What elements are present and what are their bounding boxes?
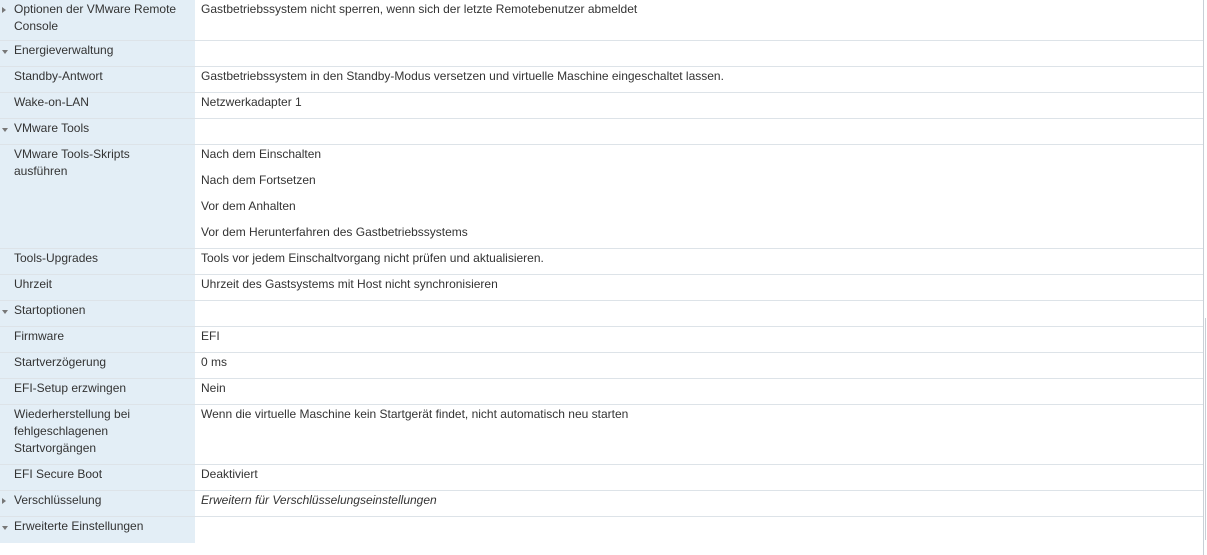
row-label: Energieverwaltung	[14, 43, 114, 57]
row-energieverwaltung[interactable]	[0, 41, 1204, 67]
row-tools-upgrades	[0, 249, 1204, 275]
value-cell	[195, 379, 1204, 404]
row-label: Tools-Upgrades	[14, 251, 99, 265]
row-label: Firmware	[14, 329, 64, 343]
row-label: Startverzögerung	[14, 355, 107, 369]
row-vmware-tools[interactable]	[0, 119, 1204, 145]
value-cell	[195, 491, 1204, 516]
row-efi-setup	[0, 379, 1204, 405]
value-cell	[195, 275, 1204, 300]
row-label: EFI-Setup erzwingen	[14, 381, 127, 395]
row-label: Wake-on-LAN	[14, 95, 89, 109]
row-value: Nach dem Fortsetzen	[201, 173, 316, 187]
label-cell	[0, 67, 195, 92]
collapse-arrow-icon[interactable]	[2, 526, 8, 530]
row-label: VMware Tools-Skripts ausführen	[14, 147, 130, 178]
value-cell	[195, 145, 1204, 248]
label-cell	[0, 93, 195, 118]
label-cell	[0, 119, 195, 144]
expand-arrow-icon[interactable]	[2, 498, 6, 504]
value-cell	[195, 353, 1204, 378]
row-value: 0 ms	[201, 355, 228, 369]
label-cell	[0, 379, 195, 404]
value-cell	[195, 93, 1204, 118]
row-value: Wenn die virtuelle Maschine kein Startgerät findet, nicht automatisch neu starten	[201, 407, 629, 421]
value-cell	[195, 119, 1204, 144]
row-label: Standby-Antwort	[14, 69, 103, 83]
row-value: Tools vor jedem Einschaltvorgang nicht prüfen und aktualisieren.	[201, 251, 544, 265]
row-value: Netzwerkadapter 1	[201, 95, 302, 109]
row-label: Wiederherstellung bei fehlgeschlagenen Startvorgängen	[14, 407, 131, 455]
label-cell	[0, 301, 195, 326]
value-cell	[195, 0, 1204, 40]
row-value: Deaktiviert	[201, 467, 258, 481]
row-value: Gastbetriebssystem nicht sperren, wenn sich der letzte Remotebenutzer abmeldet	[201, 2, 638, 16]
row-erweiterte-einstellungen[interactable]	[0, 517, 1204, 543]
collapse-arrow-icon[interactable]	[2, 310, 8, 314]
row-remote-console	[0, 0, 1204, 41]
label-cell	[0, 41, 195, 66]
value-cell	[195, 405, 1204, 464]
row-label: Verschlüsselung	[14, 493, 102, 507]
label-cell	[0, 327, 195, 352]
collapse-arrow-icon[interactable]	[2, 50, 8, 54]
row-label: EFI Secure Boot	[14, 467, 103, 481]
row-efi-secure-boot	[0, 465, 1204, 491]
row-standby-antwort	[0, 67, 1204, 93]
row-value: Nein	[201, 381, 226, 395]
row-verschluesselung[interactable]	[0, 491, 1204, 517]
row-tools-skripts	[0, 145, 1204, 249]
row-startoptionen[interactable]	[0, 301, 1204, 327]
value-cell	[195, 41, 1204, 66]
label-cell	[0, 275, 195, 300]
label-cell	[0, 491, 195, 516]
row-label: Optionen der VMware Remote Console	[14, 2, 177, 33]
value-cell	[195, 67, 1204, 92]
value-cell	[195, 517, 1204, 543]
label-cell	[0, 517, 195, 543]
label-cell	[0, 145, 195, 248]
row-wiederherstellung	[0, 405, 1204, 465]
row-label: Uhrzeit	[14, 277, 53, 291]
value-cell	[195, 327, 1204, 352]
collapse-arrow-icon[interactable]	[2, 128, 8, 132]
grid-right-border	[1203, 0, 1204, 555]
row-value: Erweitern für Verschlüsselungseinstellungen	[201, 493, 437, 507]
row-value: Uhrzeit des Gastsystems mit Host nicht synchronisieren	[201, 277, 498, 291]
label-cell	[0, 249, 195, 274]
row-startverzoegerung	[0, 353, 1204, 379]
value-cell	[195, 465, 1204, 490]
row-value: Nach dem Einschalten	[201, 147, 322, 161]
label-cell	[0, 465, 195, 490]
row-firmware	[0, 327, 1204, 353]
row-wake-on-lan	[0, 93, 1204, 119]
row-label: VMware Tools	[14, 121, 90, 135]
row-value: EFI	[201, 329, 220, 343]
row-value: Gastbetriebssystem in den Standby-Modus versetzen und virtuelle Maschine eingeschaltet lassen.	[201, 69, 724, 83]
label-cell	[0, 353, 195, 378]
row-value: Vor dem Herunterfahren des Gastbetriebssystems	[201, 225, 468, 239]
row-value: Vor dem Anhalten	[201, 199, 296, 213]
value-cell	[195, 301, 1204, 326]
row-label: Startoptionen	[14, 303, 86, 317]
value-cell	[195, 249, 1204, 274]
label-cell	[0, 0, 195, 40]
scrollbar-track[interactable]	[1205, 318, 1206, 540]
row-uhrzeit	[0, 275, 1204, 301]
label-cell	[0, 405, 195, 464]
expand-arrow-icon[interactable]	[2, 7, 6, 13]
row-label: Erweiterte Einstellungen	[14, 519, 144, 533]
